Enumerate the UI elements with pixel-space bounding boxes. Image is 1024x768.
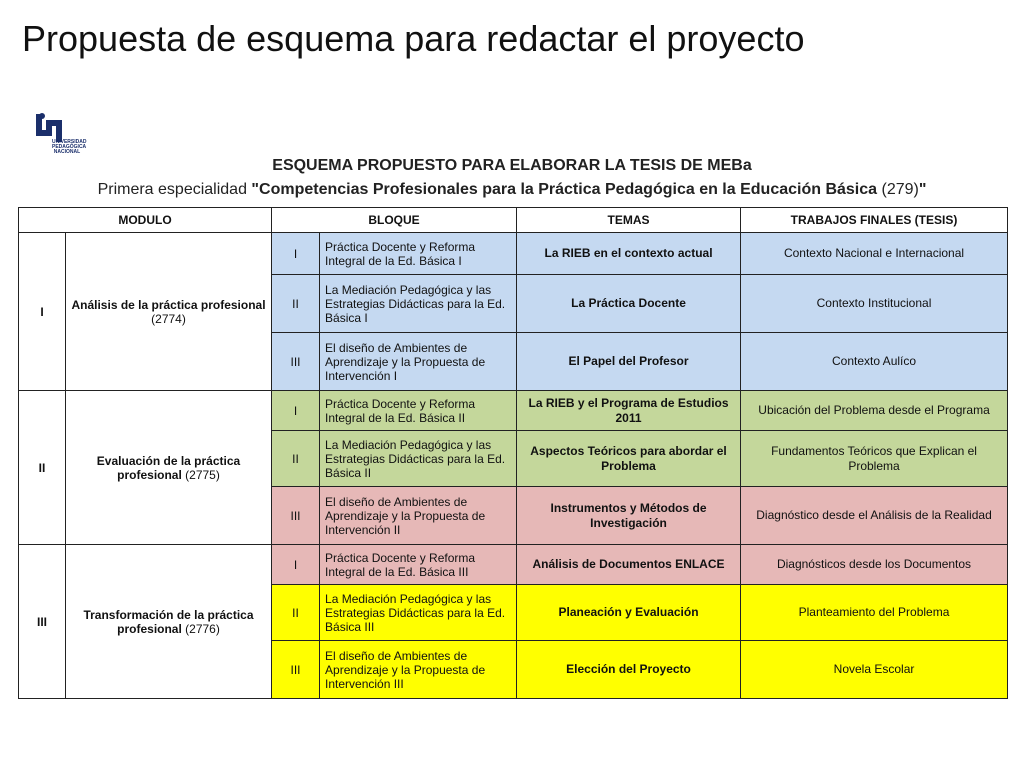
theme: El Papel del Profesor	[517, 333, 741, 391]
header-row	[19, 208, 1008, 233]
final-work: Diagnóstico desde el Análisis de la Realidad	[741, 487, 1008, 545]
block-number: II	[272, 275, 320, 333]
final-work: Ubicación del Problema desde el Programa	[741, 391, 1008, 431]
theme: Aspectos Teóricos para abordar el Problema	[517, 431, 741, 487]
block-name: El diseño de Ambientes de Aprendizaje y la Propuesta de Intervención II	[320, 487, 517, 545]
module-name: Análisis de la práctica profesional (2774)	[66, 233, 272, 391]
module-number: II	[19, 391, 66, 545]
block-number: I	[272, 233, 320, 275]
header-temas: TEMAS	[517, 208, 741, 233]
theme: Planeación y Evaluación	[517, 585, 741, 641]
table-title: ESQUEMA PROPUESTO PARA ELABORAR LA TESIS DE MEBa	[272, 157, 752, 174]
module-number: III	[19, 545, 66, 699]
block-name: Práctica Docente y Reforma Integral de la Ed. Básica II	[320, 391, 517, 431]
block-name: La Mediación Pedagógica y las Estrategias Didácticas para la Ed. Básica II	[320, 431, 517, 487]
slide-title: Propuesta de esquema para redactar el proyecto	[22, 18, 805, 59]
theme: La RIEB en el contexto actual	[517, 233, 741, 275]
block-number: III	[272, 641, 320, 699]
block-name: Práctica Docente y Reforma Integral de la Ed. Básica I	[320, 233, 517, 275]
block-number: I	[272, 545, 320, 585]
block-name: El diseño de Ambientes de Aprendizaje y la Propuesta de Intervención I	[320, 333, 517, 391]
module-number: I	[19, 233, 66, 391]
block-number: I	[272, 391, 320, 431]
theme: Elección del Proyecto	[517, 641, 741, 699]
block-number: II	[272, 585, 320, 641]
block-number: II	[272, 431, 320, 487]
final-work: Contexto Institucional	[741, 275, 1008, 333]
table-row	[19, 545, 1008, 585]
logo-text: UNIVERSIDAD PEDAGÓGICA NACIONAL	[52, 139, 87, 155]
theme: La RIEB y el Programa de Estudios 2011	[517, 391, 741, 431]
scheme-table	[18, 207, 1008, 699]
theme: Instrumentos y Métodos de Investigación	[517, 487, 741, 545]
table-row	[19, 391, 1008, 431]
header-trabajos: TRABAJOS FINALES (TESIS)	[741, 208, 1008, 233]
module-name: Transformación de la práctica profesional (2776)	[66, 545, 272, 699]
final-work: Planteamiento del Problema	[741, 585, 1008, 641]
block-number: III	[272, 333, 320, 391]
table-subtitle: Primera especialidad "Competencias Profesionales para la Práctica Pedagógica en la Educación Básica (279)"	[97, 181, 927, 198]
final-work: Contexto Nacional e Internacional	[741, 233, 1008, 275]
module-name: Evaluación de la práctica profesional (2775)	[66, 391, 272, 545]
block-name: La Mediación Pedagógica y las Estrategias Didácticas para la Ed. Básica I	[320, 275, 517, 333]
table-row	[19, 233, 1008, 275]
block-name: El diseño de Ambientes de Aprendizaje y la Propuesta de Intervención III	[320, 641, 517, 699]
block-name: La Mediación Pedagógica y las Estrategias Didácticas para la Ed. Básica III	[320, 585, 517, 641]
final-work: Contexto Aulíco	[741, 333, 1008, 391]
final-work: Diagnósticos desde los Documentos	[741, 545, 1008, 585]
final-work: Novela Escolar	[741, 641, 1008, 699]
final-work: Fundamentos Teóricos que Explican el Problema	[741, 431, 1008, 487]
header-modulo: MODULO	[19, 208, 272, 233]
block-number: III	[272, 487, 320, 545]
upn-logo	[30, 112, 87, 162]
theme: La Práctica Docente	[517, 275, 741, 333]
block-name: Práctica Docente y Reforma Integral de la Ed. Básica III	[320, 545, 517, 585]
header-bloque: BLOQUE	[272, 208, 517, 233]
theme: Análisis de Documentos ENLACE	[517, 545, 741, 585]
